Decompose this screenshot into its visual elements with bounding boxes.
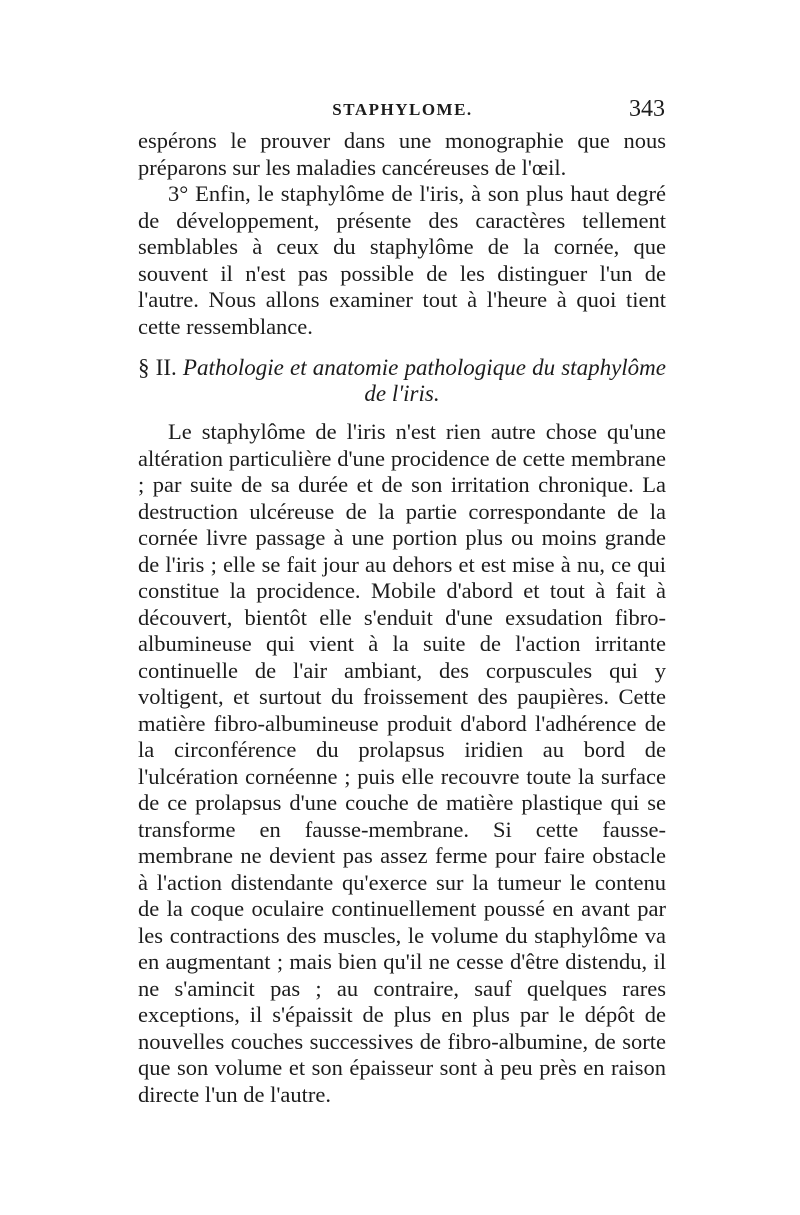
paragraph-section-body: Le staphylôme de l'iris n'est rien autre chose qu'une altération particulière d'une procidence de cette membrane ; par suite de sa durée et de son irritation chronique. La destruction ulcéreuse de la partie correspondante de la cornée livre passage à une portion plus ou moins grande de l'iris ; elle se fait jour au dehors et est mise à nu, ce qui constitue la procidence. Mobile d'abord et tout à fait à découvert, bientôt elle s'enduit d'une exsudation fibro-albumineuse qui vient à la suite de l'action irritante continuelle de l'air ambiant, des corpuscules qui y voltigent, et surtout du froissement des paupières. Cette matière fibro-albumineuse produit d'abord l'adhérence de la circonférence du prolapsus iridien au bord de l'ulcération cornéenne ; puis elle recouvre toute la surface de ce prolapsus d'une couche de matière plastique qui se transforme en fausse-membrane. Si cette fausse-membrane ne devient pas assez ferme pour faire obstacle à l'action distendante qu'exerce sur la tumeur le contenu de la coque oculaire continuellement poussé en avant par les contractions des muscles, le volume du staphylôme va en augmentant ; mais bien qu'il ne cesse d'être distendu, il ne s'amincit pas ; au contraire, sauf quelques rares exceptions, il s'épaissit de plus en plus par le dépôt de nouvelles couches successives de fibro-albumine, de sorte que son volume et son épaisseur sont à peu près en raison directe l'un de l'autre.	[138, 419, 666, 1107]
running-head: STAPHYLOME.	[332, 100, 473, 119]
section-title-line-1: Pathologie et anatomie pathologique du staphylôme	[182, 355, 666, 380]
section-title-line-2: de l'iris.	[364, 381, 440, 406]
paragraph-point-3: 3° Enfin, le staphylôme de l'iris, à son plus haut degré de développement, présente des caractères tellement semblables à ceux du staphylôme de la cornée, que souvent il n'est pas possible de les distinguer l'un de l'autre. Nous allons examiner tout à l'heure à quoi tient cette ressemblance.	[138, 181, 666, 339]
body-text	[138, 128, 666, 1108]
paragraph-continued: espérons le prouver dans une monographie que nous préparons sur les maladies cancéreuses de l'œil.	[138, 128, 666, 180]
page-header	[140, 96, 665, 126]
section-heading-line-1	[138, 355, 666, 381]
section-heading	[138, 355, 666, 407]
page-number: 343	[629, 96, 665, 122]
section-mark: § II.	[138, 355, 177, 380]
